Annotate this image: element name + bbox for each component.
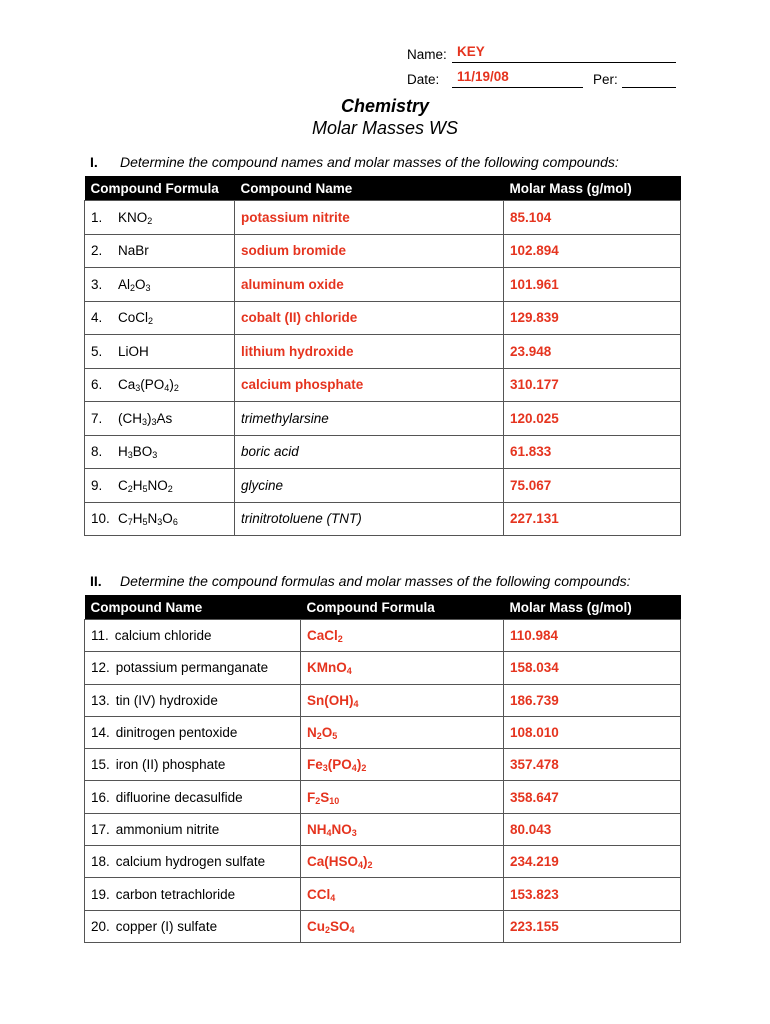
row-number: 20. (91, 918, 110, 934)
table-row (85, 813, 681, 845)
compound-name: copper (I) sulfate (115, 918, 218, 934)
molar-mass-cell: 85.104 (504, 201, 681, 235)
row-number: 18. (91, 854, 110, 870)
molar-mass-cell: 310.177 (504, 368, 681, 402)
compound-name-cell (85, 878, 301, 910)
molar-mass-cell: 120.025 (504, 402, 681, 436)
row-number: 10. (91, 511, 110, 527)
compound-name: carbon tetrachloride (115, 886, 236, 902)
date-value: 11/19/08 (457, 69, 509, 84)
page-subtitle: Molar Masses WS (311, 118, 459, 138)
table-row (85, 435, 681, 469)
formula-cell (85, 469, 235, 503)
compound-name-cell (85, 620, 301, 652)
formula-cell (85, 502, 235, 536)
table-row (85, 268, 681, 302)
molar-mass-cell: 101.961 (504, 268, 681, 302)
table-row (85, 652, 681, 684)
column-header: Compound Name (85, 595, 301, 620)
formula-cell: CCl$_4$ (301, 878, 504, 910)
row-number: 8. (91, 444, 103, 460)
compound-formula: $C_7H_5N_3O_6$ (118, 511, 178, 528)
table-row (85, 301, 681, 335)
date-label: Date: (407, 72, 440, 87)
compound-formula: NaBr (118, 243, 149, 259)
table-row (85, 684, 681, 716)
table-part-2 (84, 595, 681, 943)
row-number: 16. (91, 789, 110, 805)
formula-cell: CaCl$_2$ (301, 620, 504, 652)
molar-mass-cell: 108.010 (504, 716, 681, 748)
name-label: Name: (407, 47, 447, 62)
name-line (452, 48, 676, 63)
molar-mass-cell: 227.131 (504, 502, 681, 536)
row-number: 9. (91, 477, 103, 493)
compound-name: dinitrogen pentoxide (115, 725, 238, 741)
table-row (85, 846, 681, 878)
compound-name-cell: sodium bromide (235, 234, 504, 268)
compound-name-cell (85, 716, 301, 748)
compound-name-cell: aluminum oxide (235, 268, 504, 302)
formula-cell (85, 335, 235, 369)
table-row (85, 335, 681, 369)
name-value: KEY (457, 44, 485, 59)
compound-name-cell: trimethylarsine (235, 402, 504, 436)
compound-name-cell (85, 813, 301, 845)
table-row (85, 201, 681, 235)
compound-name-cell (85, 910, 301, 942)
compound-formula: $H_3BO_3$ (118, 444, 158, 461)
row-number: 6. (91, 377, 103, 393)
column-header: Compound Formula (301, 595, 504, 620)
molar-mass-cell: 102.894 (504, 234, 681, 268)
compound-name-cell (85, 652, 301, 684)
row-number: 2. (91, 243, 103, 259)
row-number: 1. (91, 209, 103, 225)
column-header: Compound Formula (85, 176, 235, 201)
molar-mass-cell: 158.034 (504, 652, 681, 684)
row-number: 12. (91, 660, 110, 676)
table-row (85, 368, 681, 402)
formula-cell: $F_2S_{10}$ (301, 781, 504, 813)
compound-name: difluorine decasulfide (115, 789, 243, 805)
table-row (85, 469, 681, 503)
molar-mass-cell: 129.839 (504, 301, 681, 335)
table-part-1 (84, 176, 681, 536)
compound-name-cell: calcium phosphate (235, 368, 504, 402)
molar-mass-cell: 23.948 (504, 335, 681, 369)
compound-name: potassium permanganate (115, 660, 269, 676)
table-header-row (85, 595, 681, 620)
row-number: 19. (91, 886, 110, 902)
column-header: Molar Mass (g/mol) (504, 595, 681, 620)
row-number: 5. (91, 343, 103, 359)
row-number: 3. (91, 276, 103, 292)
compound-name-cell (85, 846, 301, 878)
molar-mass-cell: 153.823 (504, 878, 681, 910)
formula-cell: $N_2O_5$ (301, 716, 504, 748)
column-header: Compound Name (235, 176, 504, 201)
compound-name-cell: cobalt (II) chloride (235, 301, 504, 335)
formula-cell: $Ca(HSO_4)_2$ (301, 846, 504, 878)
compound-name-cell: boric acid (235, 435, 504, 469)
column-header: Molar Mass (g/mol) (504, 176, 681, 201)
formula-cell (85, 435, 235, 469)
formula-cell: KMnO$_4$ (301, 652, 504, 684)
formula-cell (85, 234, 235, 268)
table-header-row (85, 176, 681, 201)
row-number: 15. (91, 757, 110, 773)
section-1-numeral: I. (90, 154, 98, 170)
row-number: 11. (91, 628, 109, 644)
table-row (85, 502, 681, 536)
molar-mass-cell: 80.043 (504, 813, 681, 845)
compound-formula: $(CH_3)_3As$ (118, 410, 173, 427)
compound-name: iron (II) phosphate (115, 757, 226, 773)
compound-name: ammonium nitrite (115, 821, 220, 837)
molar-mass-cell: 358.647 (504, 781, 681, 813)
table-row (85, 910, 681, 942)
section-2-instruction: Determine the compound formulas and molar masses of the following compounds: (120, 573, 631, 589)
molar-mass-cell: 110.984 (504, 620, 681, 652)
molar-mass-cell: 75.067 (504, 469, 681, 503)
table-row (85, 781, 681, 813)
compound-formula: LiOH (118, 343, 149, 359)
section-1-instruction: Determine the compound names and molar masses of the following compounds: (120, 154, 619, 170)
compound-name: calcium hydrogen sulfate (115, 854, 266, 870)
compound-name-cell: lithium hydroxide (235, 335, 504, 369)
table-row (85, 749, 681, 781)
row-number: 7. (91, 410, 103, 426)
row-number: 17. (91, 821, 110, 837)
row-number: 14. (91, 725, 110, 741)
table-row (85, 716, 681, 748)
table-row (85, 620, 681, 652)
table-row (85, 234, 681, 268)
formula-cell: $Cu_2SO_4$ (301, 910, 504, 942)
formula-cell (85, 301, 235, 335)
formula-cell (85, 368, 235, 402)
molar-mass-cell: 357.478 (504, 749, 681, 781)
compound-name-cell (85, 684, 301, 716)
formula-cell: $Fe_3(PO_4)_2$ (301, 749, 504, 781)
page-title: Chemistry (340, 96, 430, 116)
table-row (85, 402, 681, 436)
compound-name: tin (IV) hydroxide (115, 692, 218, 708)
compound-name: calcium chloride (114, 628, 212, 644)
compound-name-cell: potassium nitrite (235, 201, 504, 235)
compound-name-cell: glycine (235, 469, 504, 503)
compound-formula: $Ca_3(PO_4)_2$ (118, 377, 179, 394)
molar-mass-cell: 61.833 (504, 435, 681, 469)
compound-formula: CoCl$_2$ (118, 310, 154, 327)
compound-formula: $Al_2O_3$ (118, 276, 151, 293)
per-label: Per: (593, 72, 618, 87)
formula-cell (85, 268, 235, 302)
table-row (85, 878, 681, 910)
formula-cell (85, 402, 235, 436)
compound-formula: $KNO_2$ (118, 209, 153, 226)
compound-name-cell: trinitrotoluene (TNT) (235, 502, 504, 536)
formula-cell (85, 201, 235, 235)
molar-mass-cell: 223.155 (504, 910, 681, 942)
row-number: 4. (91, 310, 103, 326)
per-line (622, 73, 676, 88)
molar-mass-cell: 234.219 (504, 846, 681, 878)
formula-cell: $Sn(OH)_4$ (301, 684, 504, 716)
compound-name-cell (85, 781, 301, 813)
section-2-numeral: II. (90, 573, 102, 589)
compound-name-cell (85, 749, 301, 781)
row-number: 13. (91, 692, 110, 708)
compound-formula: $C_2H_5NO_2$ (118, 477, 173, 494)
molar-mass-cell: 186.739 (504, 684, 681, 716)
formula-cell: $NH_4NO_3$ (301, 813, 504, 845)
